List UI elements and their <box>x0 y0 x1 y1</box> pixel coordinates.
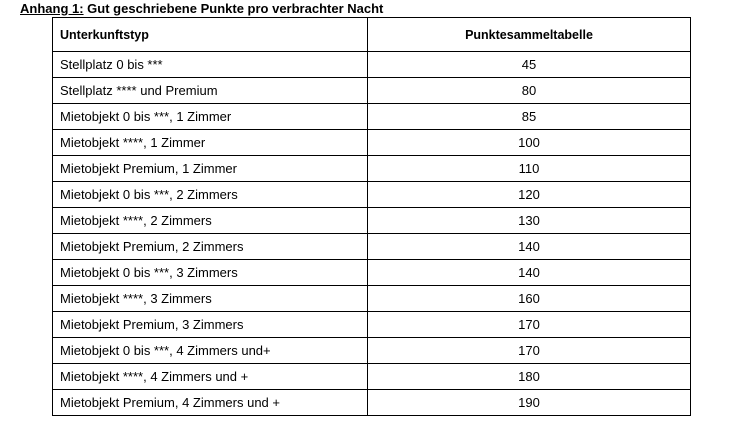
cell-accommodation-type: Mietobjekt ****, 4 Zimmers und + <box>53 364 368 390</box>
table-row <box>53 260 691 286</box>
cell-points: 140 <box>368 234 691 260</box>
cell-accommodation-type: Mietobjekt ****, 3 Zimmers <box>53 286 368 312</box>
cell-accommodation-type: Mietobjekt ****, 2 Zimmers <box>53 208 368 234</box>
table-row <box>53 52 691 78</box>
cell-accommodation-type: Mietobjekt Premium, 2 Zimmers <box>53 234 368 260</box>
table-row <box>53 78 691 104</box>
cell-accommodation-type: Mietobjekt Premium, 1 Zimmer <box>53 156 368 182</box>
cell-accommodation-type: Mietobjekt Premium, 3 Zimmers <box>53 312 368 338</box>
cell-points: 85 <box>368 104 691 130</box>
cell-points: 130 <box>368 208 691 234</box>
cell-accommodation-type: Mietobjekt 0 bis ***, 3 Zimmers <box>53 260 368 286</box>
heading-label: Anhang 1: <box>20 1 84 16</box>
cell-accommodation-type: Mietobjekt 0 bis ***, 4 Zimmers und+ <box>53 338 368 364</box>
cell-accommodation-type: Mietobjekt 0 bis ***, 2 Zimmers <box>53 182 368 208</box>
cell-points: 180 <box>368 364 691 390</box>
cell-points: 80 <box>368 78 691 104</box>
table-row <box>53 312 691 338</box>
cell-points: 110 <box>368 156 691 182</box>
cell-points: 100 <box>368 130 691 156</box>
page-heading <box>20 0 383 17</box>
cell-accommodation-type: Mietobjekt ****, 1 Zimmer <box>53 130 368 156</box>
table-row <box>53 182 691 208</box>
table-row <box>53 390 691 416</box>
table-row <box>53 130 691 156</box>
table-row <box>53 286 691 312</box>
cell-accommodation-type: Stellplatz 0 bis *** <box>53 52 368 78</box>
table-row <box>53 234 691 260</box>
cell-points: 190 <box>368 390 691 416</box>
cell-points: 120 <box>368 182 691 208</box>
table-row <box>53 338 691 364</box>
table-row <box>53 364 691 390</box>
table-header-row <box>53 18 691 52</box>
points-table <box>52 17 691 416</box>
column-header-points: Punktesammeltabelle <box>368 18 691 52</box>
table-row <box>53 208 691 234</box>
cell-points: 45 <box>368 52 691 78</box>
table-row <box>53 156 691 182</box>
column-header-accommodation-type: Unterkunftstyp <box>53 18 368 52</box>
cell-points: 140 <box>368 260 691 286</box>
cell-points: 170 <box>368 338 691 364</box>
cell-accommodation-type: Mietobjekt Premium, 4 Zimmers und + <box>53 390 368 416</box>
heading-title: Gut geschriebene Punkte pro verbrachter Nacht <box>83 1 384 16</box>
cell-accommodation-type: Stellplatz **** und Premium <box>53 78 368 104</box>
cell-accommodation-type: Mietobjekt 0 bis ***, 1 Zimmer <box>53 104 368 130</box>
table-row <box>53 104 691 130</box>
cell-points: 160 <box>368 286 691 312</box>
table-body <box>53 52 691 416</box>
cell-points: 170 <box>368 312 691 338</box>
